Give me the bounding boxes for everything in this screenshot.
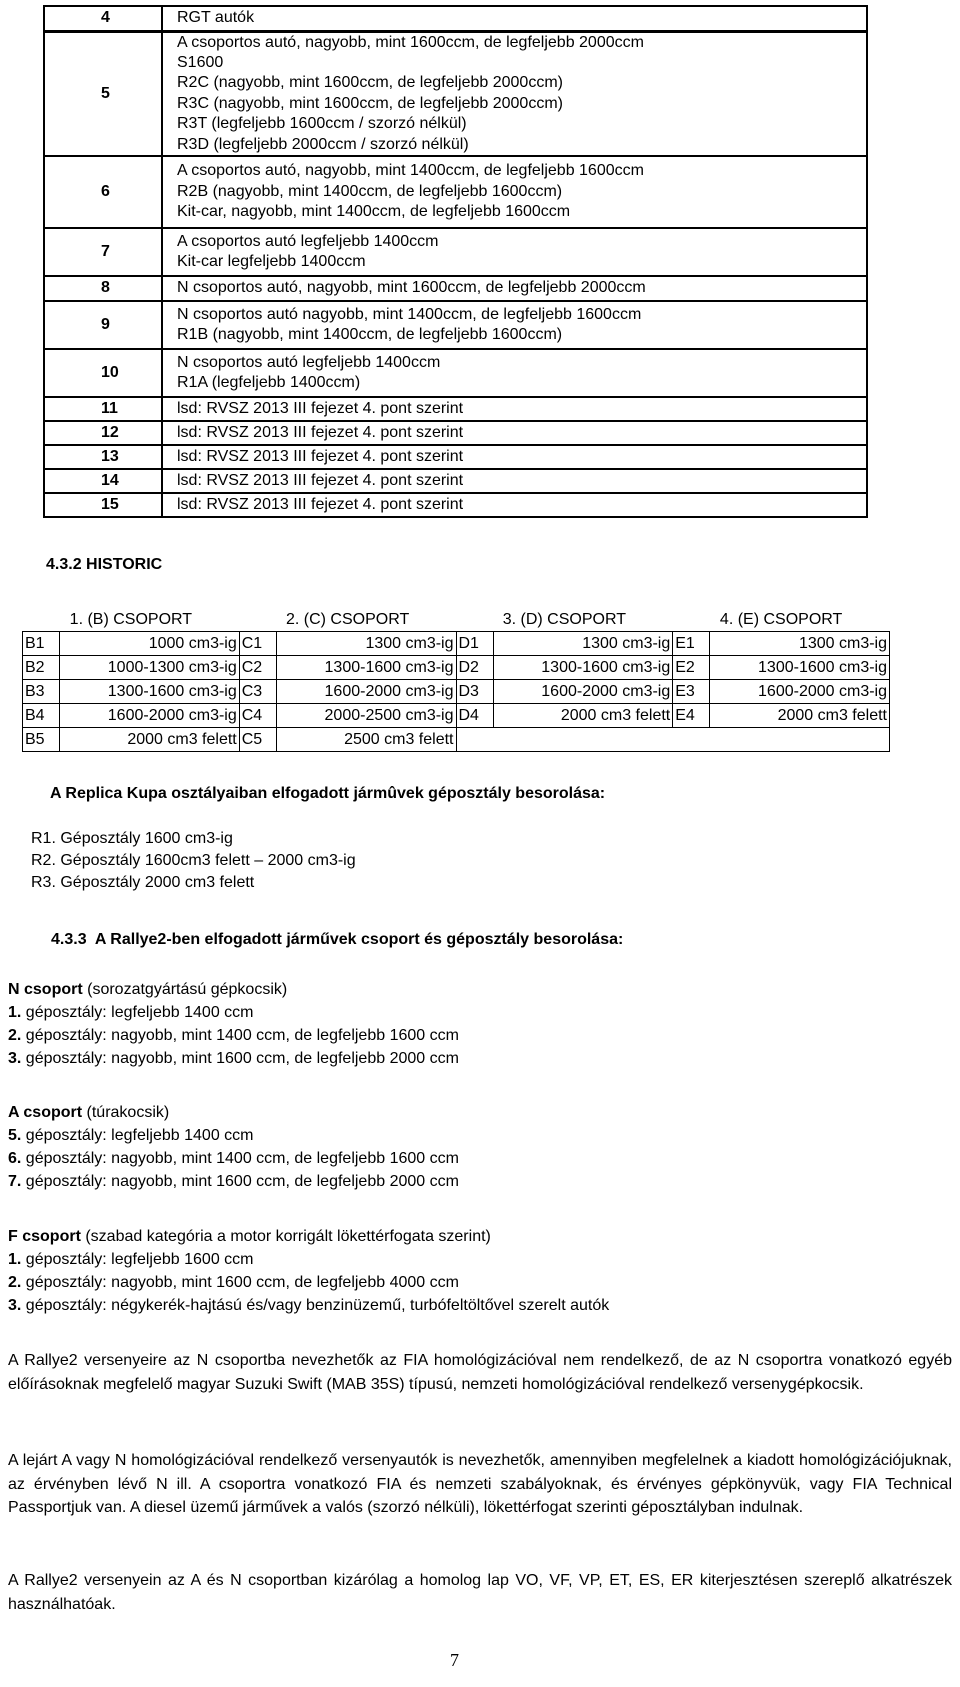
historic-row [23, 680, 890, 704]
historic-header-row [23, 608, 890, 632]
historic-value [710, 728, 890, 752]
historic-code [456, 728, 493, 752]
class-row-5 [44, 31, 867, 156]
rallye2-title: 4.3.3 A Rallye2-ben elfogadott járművek csoport és géposztály besorolása: [51, 931, 624, 948]
page-number: 7 [450, 1650, 459, 1670]
f-group-item: 1. géposztály: legfeljebb 1600 ccm [8, 1251, 254, 1268]
historic-code: E2 [673, 656, 710, 680]
class-description: A csoportos autó, nagyobb, mint 1400ccm, de legfeljebb 1600ccm R2B (nagyobb, mint 1400ccm, de legfeljebb 1600ccm) Kit-car, nagyobb, mint 1400ccm, de legfeljebb 1600ccm [162, 156, 867, 228]
historic-code: E3 [673, 680, 710, 704]
class-number: 9 [44, 301, 162, 349]
a-group-item: 5. géposztály: legfeljebb 1400 ccm [8, 1127, 254, 1144]
historic-code: C1 [239, 632, 276, 656]
class-row-11 [44, 397, 867, 421]
historic-code: C4 [239, 704, 276, 728]
n-group-item: 2. géposztály: nagyobb, mint 1400 ccm, de legfeljebb 1600 ccm [8, 1027, 459, 1044]
a-group-item: 6. géposztály: nagyobb, mint 1400 ccm, de legfeljebb 1600 ccm [8, 1150, 459, 1167]
historic-code: E1 [673, 632, 710, 656]
n-group-item: 3. géposztály: nagyobb, mint 1600 ccm, de legfeljebb 2000 ccm [8, 1050, 459, 1067]
historic-value: 1300-1600 cm3-ig [710, 656, 890, 680]
historic-header-e: 4. (E) CSOPORT [673, 608, 890, 632]
class-table [43, 5, 868, 518]
class-description: lsd: RVSZ 2013 III fejezet 4. pont szerint [162, 493, 867, 517]
class-description: lsd: RVSZ 2013 III fejezet 4. pont szerint [162, 421, 867, 445]
historic-value: 1600-2000 cm3-ig [493, 680, 673, 704]
historic-value: 1300-1600 cm3-ig [493, 656, 673, 680]
class-number: 8 [44, 276, 162, 301]
replica-line: R2. Géposztály 1600cm3 felett – 2000 cm3-ig [31, 852, 356, 869]
historic-code: B4 [23, 704, 60, 728]
historic-row [23, 656, 890, 680]
a-group-item: 7. géposztály: nagyobb, mint 1600 ccm, de legfeljebb 2000 ccm [8, 1173, 459, 1190]
historic-code: D3 [456, 680, 493, 704]
historic-code: C2 [239, 656, 276, 680]
rallye2-paragraph: A lejárt A vagy N homológizációval rendelkező versenyautók is nevezhetők, amennyiben megfelelnek a kiadott homológizációjuknak, az érvényben lévő N ill. A csoportra vonatkozó FIA és nemzeti szabályoknak, és érvényes gépkönyvük, vagy FIA Technical Passportjuk van. A diesel üzemű járművek a valós (szorzó nélküli), lökettérfogat szerinti géposztályban indulnak. [8, 1452, 952, 1516]
class-row-14 [44, 469, 867, 493]
historic-code [673, 728, 710, 752]
historic-code: D2 [456, 656, 493, 680]
class-row-12 [44, 421, 867, 445]
class-row-15 [44, 493, 867, 517]
class-description: N csoportos autó legfeljebb 1400ccm R1A (legfeljebb 1400ccm) [162, 349, 867, 397]
historic-code: B2 [23, 656, 60, 680]
historic-value: 1300 cm3-ig [276, 632, 456, 656]
rallye2-paragraph: A Rallye2 versenyeire az N csoportba nevezhetők az FIA homológizációval nem rendelkező, de az N csoportra vonatkozó egyéb előírásoknak megfelelő magyar Suzuki Swift (MAB 35S) típusú, nemzeti homológizációval rendelkező versenygépkocsik. [8, 1352, 952, 1393]
historic-code: B3 [23, 680, 60, 704]
class-row-6 [44, 156, 867, 228]
class-description: RGT autók [162, 6, 867, 31]
historic-value: 1000-1300 cm3-ig [60, 656, 240, 680]
class-description: N csoportos autó nagyobb, mint 1400ccm, de legfeljebb 1600ccm R1B (nagyobb, mint 1400ccm, de legfeljebb 1600ccm) [162, 301, 867, 349]
n-group-item: 1. géposztály: legfeljebb 1400 ccm [8, 1004, 254, 1021]
class-row-7 [44, 228, 867, 276]
historic-value [493, 728, 673, 752]
historic-value: 2000 cm3 felett [60, 728, 240, 752]
class-number: 5 [44, 31, 162, 156]
class-number: 12 [44, 421, 162, 445]
replica-line: R3. Géposztály 2000 cm3 felett [31, 874, 255, 891]
historic-code: E4 [673, 704, 710, 728]
historic-value: 2500 cm3 felett [276, 728, 456, 752]
class-description: lsd: RVSZ 2013 III fejezet 4. pont szerint [162, 397, 867, 421]
historic-value: 1300-1600 cm3-ig [276, 656, 456, 680]
class-row-4 [44, 6, 867, 31]
replica-title: A Replica Kupa osztályaiban elfogadott jármûvek géposztály besorolása: [50, 785, 606, 802]
historic-value: 1300 cm3-ig [710, 632, 890, 656]
a-group-heading: A csoport (túrakocsik) [8, 1104, 170, 1121]
class-number: 6 [44, 156, 162, 228]
class-description: A csoportos autó legfeljebb 1400ccm Kit-car legfeljebb 1400ccm [162, 228, 867, 276]
historic-row [23, 632, 890, 656]
historic-code: B1 [23, 632, 60, 656]
f-group-heading: F csoport (szabad kategória a motor korrigált lökettérfogata szerint) [8, 1228, 491, 1245]
class-description: lsd: RVSZ 2013 III fejezet 4. pont szerint [162, 469, 867, 493]
historic-header-c: 2. (C) CSOPORT [239, 608, 456, 632]
historic-code: D4 [456, 704, 493, 728]
n-group-heading: N csoport (sorozatgyártású gépkocsik) [8, 981, 288, 998]
historic-table [22, 608, 890, 752]
historic-value: 2000-2500 cm3-ig [276, 704, 456, 728]
class-number: 7 [44, 228, 162, 276]
class-number: 13 [44, 445, 162, 469]
historic-row [23, 704, 890, 728]
historic-code: D1 [456, 632, 493, 656]
historic-value: 2000 cm3 felett [493, 704, 673, 728]
historic-value: 1300 cm3-ig [493, 632, 673, 656]
rallye2-paragraph: A Rallye2 versenyein az A és N csoportban kizárólag a homolog lap VO, VF, VP, ET, ES, ER kiterjesztésen szereplő alkatrészek használhatóak. [8, 1572, 952, 1613]
historic-header-d: 3. (D) CSOPORT [456, 608, 673, 632]
class-row-9 [44, 301, 867, 349]
historic-value: 1000 cm3-ig [60, 632, 240, 656]
historic-value: 1600-2000 cm3-ig [60, 704, 240, 728]
class-row-13 [44, 445, 867, 469]
class-row-10 [44, 349, 867, 397]
class-number: 11 [44, 397, 162, 421]
historic-value: 1600-2000 cm3-ig [276, 680, 456, 704]
class-number: 14 [44, 469, 162, 493]
class-number: 4 [44, 6, 162, 31]
class-description: N csoportos autó, nagyobb, mint 1600ccm, de legfeljebb 2000ccm [162, 276, 867, 301]
historic-code: C3 [239, 680, 276, 704]
f-group-item: 2. géposztály: nagyobb, mint 1600 ccm, de legfeljebb 4000 ccm [8, 1274, 459, 1291]
historic-header-b: 1. (B) CSOPORT [23, 608, 240, 632]
f-group-item: 3. géposztály: négykerék-hajtású és/vagy benzinüzemű, turbófeltöltővel szerelt autók [8, 1297, 610, 1314]
class-number: 10 [44, 349, 162, 397]
historic-heading: 4.3.2 HISTORIC [46, 556, 163, 573]
class-description: A csoportos autó, nagyobb, mint 1600ccm, de legfeljebb 2000ccm S1600 R2C (nagyobb, mint 1600ccm, de legfeljebb 2000ccm) R3C (nagyobb, mint 1600ccm, de legfeljebb 2000ccm) R3T (legfeljebb 1600ccm / szorzó nélkül) R3D (legfeljebb 2000ccm / szorzó nélkül) [162, 31, 867, 156]
historic-code: C5 [239, 728, 276, 752]
historic-code: B5 [23, 728, 60, 752]
class-row-8 [44, 276, 867, 301]
historic-row [23, 728, 890, 752]
class-number: 15 [44, 493, 162, 517]
historic-value: 1300-1600 cm3-ig [60, 680, 240, 704]
class-description: lsd: RVSZ 2013 III fejezet 4. pont szerint [162, 445, 867, 469]
replica-line: R1. Géposztály 1600 cm3-ig [31, 830, 233, 847]
historic-value: 1600-2000 cm3-ig [710, 680, 890, 704]
historic-value: 2000 cm3 felett [710, 704, 890, 728]
